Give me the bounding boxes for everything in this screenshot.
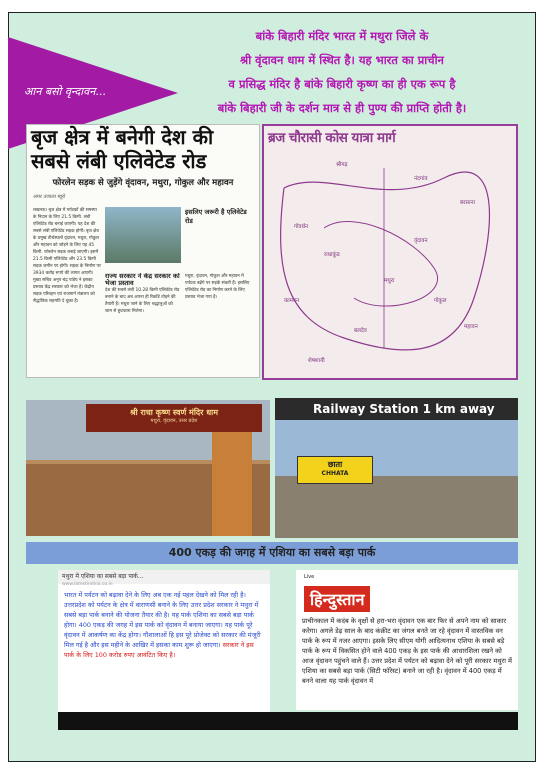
braj-yatra-map [262,124,518,380]
map-place: शेषशायी [308,358,325,364]
station-name-english: CHHATA [321,470,349,477]
map-place: महावन [464,324,478,330]
map-routes [264,148,516,380]
clipping-column-3: मथुरा, वृंदावन, गोकुल और महावन में पर्यटक बढ़ेंगे पर सड़कें संकरी हैं। इसलिए एलिवेटेड रोड का निर्माण करने के लिए प्रस्ताव भेजा गया है। [185,274,250,300]
railway-station-photo [275,398,518,538]
temple-pillar-mural [212,432,252,536]
clipping-column-1: लखनऊ। बृज क्षेत्र में पर्यटकों की समस्या के निदान के लिए 21.5 किमी. लंबी एलिवेटेड रोड बनाई जाएगी। यह देश की सबसे लंबी एलिवेटेड सड़क होगी। बृज क्षेत्र के प्रमुख तीर्थस्थलों वृंदावन, मथुरा, गोकुल और महावन को जोड़ने के लिए यह 45 किमी. फोरलेन सड़क बनाई जाएगी। इसमें 21.5 किमी एलिवेटेड और 23.5 किमी सड़क जमीन पर होगी। सड़क के निर्माण पर 3934 करोड़ रुपये की लागत आएगी। मुख्य सचिव अनूप चंद्र पांडेय ने इसका प्रस्ताव केंद्र सरकार को भेजा है। केंद्रीय सड़क परिवहन एवं राजमार्ग मंत्रालय को सैद्धांतिक सहमति दे चुका है। [33,208,101,304]
hindustan-logo: हिन्दुस्तान [304,586,370,612]
web-clipping-bar [58,570,270,587]
hindustan-clipping-body: प्राचीनकाल में कदंब के वृक्षों से हरा-भरा वृंदावन एक बार फिर से अपने नाम को साकार करेगा। अगले डेढ़ साल के बाद कंक्रीट का जंगल बनते जा रहे वृंदावन में वास्तविक वन पार्क के रूप में नजर आएगा। इसके लिए सीएम योगी आदित्यनाथ एशिया के सबसे बड़े पार्क के रूप में विकसित होने वाले 400 एकड़ के इस पार्क की आधारशिला रखने को आज वृंदावन पहुंचने वाले हैं। उत्तर प्रदेश में पर्यटन को बढ़ावा देने को पूरी सरकार मथुरा में एशिया का सबसे बड़ा पार्क (सिटी फॉरेस्ट) बनाने जा रही है। वृंदावन में 400 एकड़ में बनने वाला यह पार्क वृंदावन में [302,617,512,685]
info-box [185,207,253,267]
railway-heading: Railway Station 1 km away [275,398,518,420]
temple-sign-line-2: मथुरा, वृंदावन, उत्तर प्रदेश [150,418,198,424]
web-clipping-text: भारत में पर्यटन को बढ़ावा देने के लिए अब एक नई पहल देखने को मिल रही है। उत्तरप्रदेश को पर्यटन के क्षेत्र में वाराणसी बनाने के लिए उत्तर प्रदेश सरकार ने मथुरा में सबसे बड़ा पार्क बनाने की योजना तैयार की है। यह पार्क एशिया का सबसे बड़ा पार्क होगा। 400 एकड़ की जगह में इस पार्क को वृंदावन में बनाया जाएगा। यह पार्क पूरे वृंदावन में आकर्षण का केंद्र होगा। गौशालाओं हि इस पूरे प्रोजेक्ट को सरकार की मंजूरी मिल गई है और इस महीने के आखिर में इसका काम शुरू हो जाएगा। [64,591,261,649]
map-place: बलदेव [354,328,367,334]
map-place: राधाकुंड [324,252,340,258]
road-photo [105,207,181,263]
info-box-heading: इसलिए जरूरी है एलिवेटेड रोड [185,208,247,225]
headline-line-2: श्री वृंदावन धाम में स्थित है। यह भारत का प्राचीन [240,53,444,67]
clipping-byline: अमर उजाला ब्यूरो [33,194,66,200]
map-place: गोकुल [434,298,447,304]
map-place: मथुरा [384,278,395,284]
headline-line-1: बांके बिहारी मंदिर भारत में मथुरा जिले के [255,29,429,43]
temple-gate-sign [86,404,262,432]
map-place: श्रीगढ़ [336,162,348,168]
park-banner: 400 एकड़ की जगह में एशिया का सबसे बड़ा पार्क [26,542,518,564]
hindustan-clipping [296,570,518,710]
photo-caption: राज्य सरकार ने केंद्र सरकार को भेजा प्रस्ताव [105,273,180,287]
map-place: गोवर्धन [294,224,309,230]
headline-line-4: बांके बिहारी जी के दर्शन मात्र से ही पुण्य की प्राप्ति होती है। [217,101,467,115]
clipping-title-line-1: बृज क्षेत्र में बनेगी देश की [31,125,214,149]
clipping-column-2-text: देश की सबसे लंबी 10.28 किमी एलिवेटेड रोड बनाने के बाद अब अपना ही रिकॉर्ड तोड़ने की तैयारी है। मथुरा जाने के लिए श्रद्धालुओं को जाम से छुटकारा मिलेगा। [105,288,180,314]
map-place: बरसाना [460,200,476,206]
temple-sign-line-1: श्री राधा कृष्ण स्वर्ण मंदिर धाम [130,408,218,417]
web-clipping-body [58,584,270,660]
newspaper-clipping-elevated-road [26,124,260,378]
web-clipping-highlight: सरकार ने इस पार्क के लिए 100 करोड रुपए आवंटित किए है। [64,641,254,659]
station-name-hindi: छाता [327,460,343,469]
map-place: वृंदावन [414,238,428,244]
clipping-title-line-2: सबसे लंबी एलिवेटेड रोड [31,149,207,173]
clipping-column-2 [105,273,181,369]
torn-paper-edge [58,712,518,730]
live-label: Live [304,574,315,580]
clipping-subtitle: फोरलेन सड़क से जुड़ेंगे वृंदावन, मथुरा, गोकुल और महावन [52,178,234,188]
headline-line-3: व प्रसिद्ध मंदिर है बांके बिहारी कृष्ण का ही एक रूप है [228,77,456,91]
temple-gate-photo [26,400,270,536]
web-clipping-url: www.latestindnia.co.in [62,582,113,587]
map-place: नंदगांव [414,176,428,182]
station-sign [297,456,373,484]
railway-ground [275,476,518,538]
map-title: ब्रज चौरासी कोस यात्रा मार्ग [268,130,396,146]
web-clipping-park [58,570,270,720]
web-clipping-title: मथुरा में एशिया का सबसे बड़ा पार्क... [62,573,144,580]
map-place: कामवन [284,298,300,304]
tagline: आन बसो वृन्दावन... [24,85,106,98]
headline [162,24,522,120]
